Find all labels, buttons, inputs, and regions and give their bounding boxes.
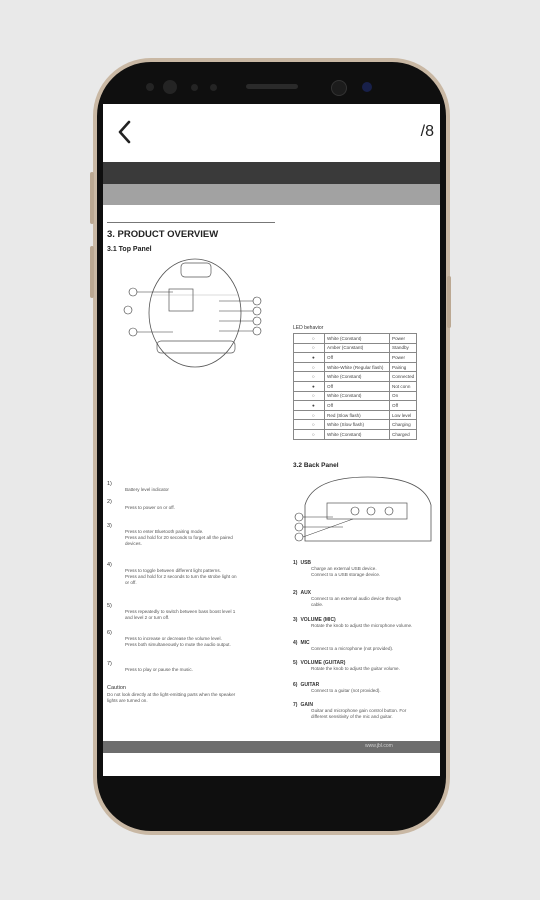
led-dot-icon: ○ xyxy=(312,422,315,428)
item-text: Guitar and microphone gain control button. For xyxy=(311,708,407,713)
list-item xyxy=(107,562,237,586)
item-number: 4) xyxy=(293,640,298,646)
list-item xyxy=(293,617,440,629)
item-number: 3) xyxy=(107,523,112,529)
table-cell: White (Constant) xyxy=(325,334,390,344)
led-dot-icon: ○ xyxy=(312,412,315,418)
table-cell xyxy=(294,381,325,391)
item-text: Press and hold for 2 seconds to turn the strobe light on xyxy=(125,574,237,579)
page-footer xyxy=(103,741,440,753)
item-number: 5) xyxy=(293,660,298,666)
document-page[interactable] xyxy=(103,205,440,741)
item-text: Press both simultaneously to mute the audio output. xyxy=(125,642,231,647)
item-text: Connect to a USB storage device. xyxy=(311,572,381,577)
item-text: Press to enter Bluetooth pairing mode. xyxy=(125,529,204,534)
back-panel-heading: 3.2 Back Panel xyxy=(293,462,339,469)
item-text: Press to increase or decrease the volume level. xyxy=(125,636,222,641)
item-number: 1) xyxy=(107,481,112,487)
table-cell: Connected xyxy=(390,372,417,382)
top-panel-heading: 3.1 Top Panel xyxy=(107,246,152,253)
item-text: devices. xyxy=(125,541,142,546)
led-heading: LED behavior xyxy=(293,325,324,331)
list-item xyxy=(107,603,235,621)
item-text: Press and hold for 20 seconds to forget all the paired xyxy=(125,535,233,540)
table-cell: Low level xyxy=(390,410,417,420)
list-item xyxy=(107,523,233,547)
table-cell: Charging xyxy=(390,420,417,430)
table-cell: White (Constant) xyxy=(325,372,390,382)
item-text: Battery level indicator xyxy=(125,487,169,492)
item-text: Press to play or pause the music. xyxy=(125,667,193,672)
divider xyxy=(107,222,275,223)
table-row xyxy=(294,334,417,344)
table-cell: On xyxy=(390,391,417,401)
chevron-left-icon xyxy=(113,118,137,146)
item-number: 2) xyxy=(293,590,298,596)
section-title: 3. PRODUCT OVERVIEW xyxy=(107,229,219,240)
table-row xyxy=(294,391,417,401)
led-dot-icon: ● xyxy=(312,402,315,408)
table-cell: White (Slow flash) xyxy=(325,420,390,430)
item-number: 6) xyxy=(293,682,298,688)
table-cell xyxy=(294,353,325,363)
table-cell xyxy=(294,343,325,353)
screen xyxy=(103,104,440,776)
item-title: GUITAR xyxy=(300,682,320,688)
item-text: different sensitivity of the mic and guitar. xyxy=(311,714,393,719)
list-item xyxy=(293,640,440,652)
table-cell xyxy=(294,391,325,401)
table-cell xyxy=(294,401,325,411)
table-cell: Standby xyxy=(390,343,417,353)
table-cell xyxy=(294,334,325,344)
item-text: Charge an external USB device. xyxy=(311,566,377,571)
item-title: VOLUME (GUITAR) xyxy=(300,660,346,666)
app-bar xyxy=(103,104,440,162)
list-item xyxy=(293,702,440,720)
viewer-dark-band xyxy=(103,162,440,184)
item-text: cable. xyxy=(311,602,324,607)
item-number: 2) xyxy=(107,499,112,505)
bottom-area xyxy=(103,755,440,776)
item-number: 7) xyxy=(107,661,112,667)
table-row xyxy=(294,429,417,439)
item-title: GAIN xyxy=(300,702,313,708)
front-camera-icon xyxy=(163,80,177,94)
led-dot-icon: ○ xyxy=(312,431,315,437)
table-cell xyxy=(294,429,325,439)
top-panel-diagram xyxy=(123,255,273,375)
item-text: Press to toggle between different light patterns. xyxy=(125,568,221,573)
led-dot-icon: ● xyxy=(312,383,315,389)
item-number: 5) xyxy=(107,603,112,609)
item-text: Connect to an external audio device through xyxy=(311,596,402,601)
viewer-grey-band xyxy=(103,184,440,205)
list-item xyxy=(293,590,440,608)
item-title: VOLUME (MIC) xyxy=(300,617,336,623)
table-cell xyxy=(294,410,325,420)
led-dot-icon: ○ xyxy=(312,364,315,370)
table-row xyxy=(294,410,417,420)
sensor-icon xyxy=(191,84,198,91)
table-cell: White (Constant) xyxy=(325,391,390,401)
table-row xyxy=(294,401,417,411)
list-item xyxy=(293,660,440,672)
table-cell: White-White (Regular flash) xyxy=(325,362,390,372)
earpiece-speaker xyxy=(246,84,298,89)
item-text: Rotate the knob to adjust the guitar volume. xyxy=(311,666,400,671)
footer-text: www.jbl.com xyxy=(365,743,393,749)
item-number: 6) xyxy=(107,630,112,636)
led-dot-icon: ● xyxy=(312,354,315,360)
item-number: 7) xyxy=(293,702,298,708)
page-indicator: /8 xyxy=(420,123,434,140)
caution-label: Caution xyxy=(107,685,126,691)
table-cell: Not conn xyxy=(390,381,417,391)
caution-text: Do not look directly at the light-emitting parts when the speaker lights are turned on. xyxy=(107,692,236,703)
item-text: Press to power on or off. xyxy=(125,505,175,510)
volume-button xyxy=(90,172,94,224)
iris-camera-icon xyxy=(331,80,347,96)
table-cell: Pairing xyxy=(390,362,417,372)
table-cell: Off xyxy=(325,353,390,363)
item-title: USB xyxy=(300,560,312,566)
item-number: 1) xyxy=(293,560,298,566)
back-button[interactable] xyxy=(113,118,137,146)
table-row xyxy=(294,343,417,353)
table-row xyxy=(294,362,417,372)
led-dot-icon: ○ xyxy=(312,393,315,399)
list-item xyxy=(293,682,440,694)
table-row xyxy=(294,353,417,363)
power-button xyxy=(447,276,451,328)
table-cell: Off xyxy=(325,401,390,411)
led-table xyxy=(293,333,417,440)
table-cell: White (Constant) xyxy=(325,429,390,439)
table-row xyxy=(294,372,417,382)
item-text: Rotate the knob to adjust the microphone volume. xyxy=(311,623,413,628)
led-dot-icon: ○ xyxy=(312,374,315,380)
led-dot-icon: ○ xyxy=(312,345,315,351)
table-cell xyxy=(294,372,325,382)
led-dot-icon: ○ xyxy=(312,335,315,341)
item-text: Press repeatedly to switch between bass boost level 1 xyxy=(125,609,236,614)
list-item xyxy=(107,499,175,511)
volume-button xyxy=(90,246,94,298)
back-panel-diagram xyxy=(293,475,440,545)
table-cell xyxy=(294,420,325,430)
item-text: and level 2 or turn off. xyxy=(125,615,170,620)
table-cell: Off xyxy=(325,381,390,391)
table-cell: Off xyxy=(390,401,417,411)
item-title: AUX xyxy=(300,590,312,596)
table-cell: Charged xyxy=(390,429,417,439)
table-cell: Power xyxy=(390,334,417,344)
list-item xyxy=(107,481,169,493)
item-text: Connect to a guitar (not provided). xyxy=(311,688,381,693)
item-number: 4) xyxy=(107,562,112,568)
sensor-icon xyxy=(210,84,217,91)
table-cell: Amber (Constant) xyxy=(325,343,390,353)
sensor-icon xyxy=(146,83,154,91)
table-row xyxy=(294,420,417,430)
item-text: Connect to a microphone (not provided). xyxy=(311,646,394,651)
item-title: MIC xyxy=(300,640,310,646)
list-item xyxy=(293,560,440,578)
table-cell xyxy=(294,362,325,372)
item-text: or off. xyxy=(125,580,137,585)
list-item xyxy=(107,630,231,648)
table-cell: Red (Slow flash) xyxy=(325,410,390,420)
iris-sensor-icon xyxy=(362,82,372,92)
table-row xyxy=(294,381,417,391)
item-number: 3) xyxy=(293,617,298,623)
list-item xyxy=(107,661,193,673)
table-cell: Power xyxy=(390,353,417,363)
